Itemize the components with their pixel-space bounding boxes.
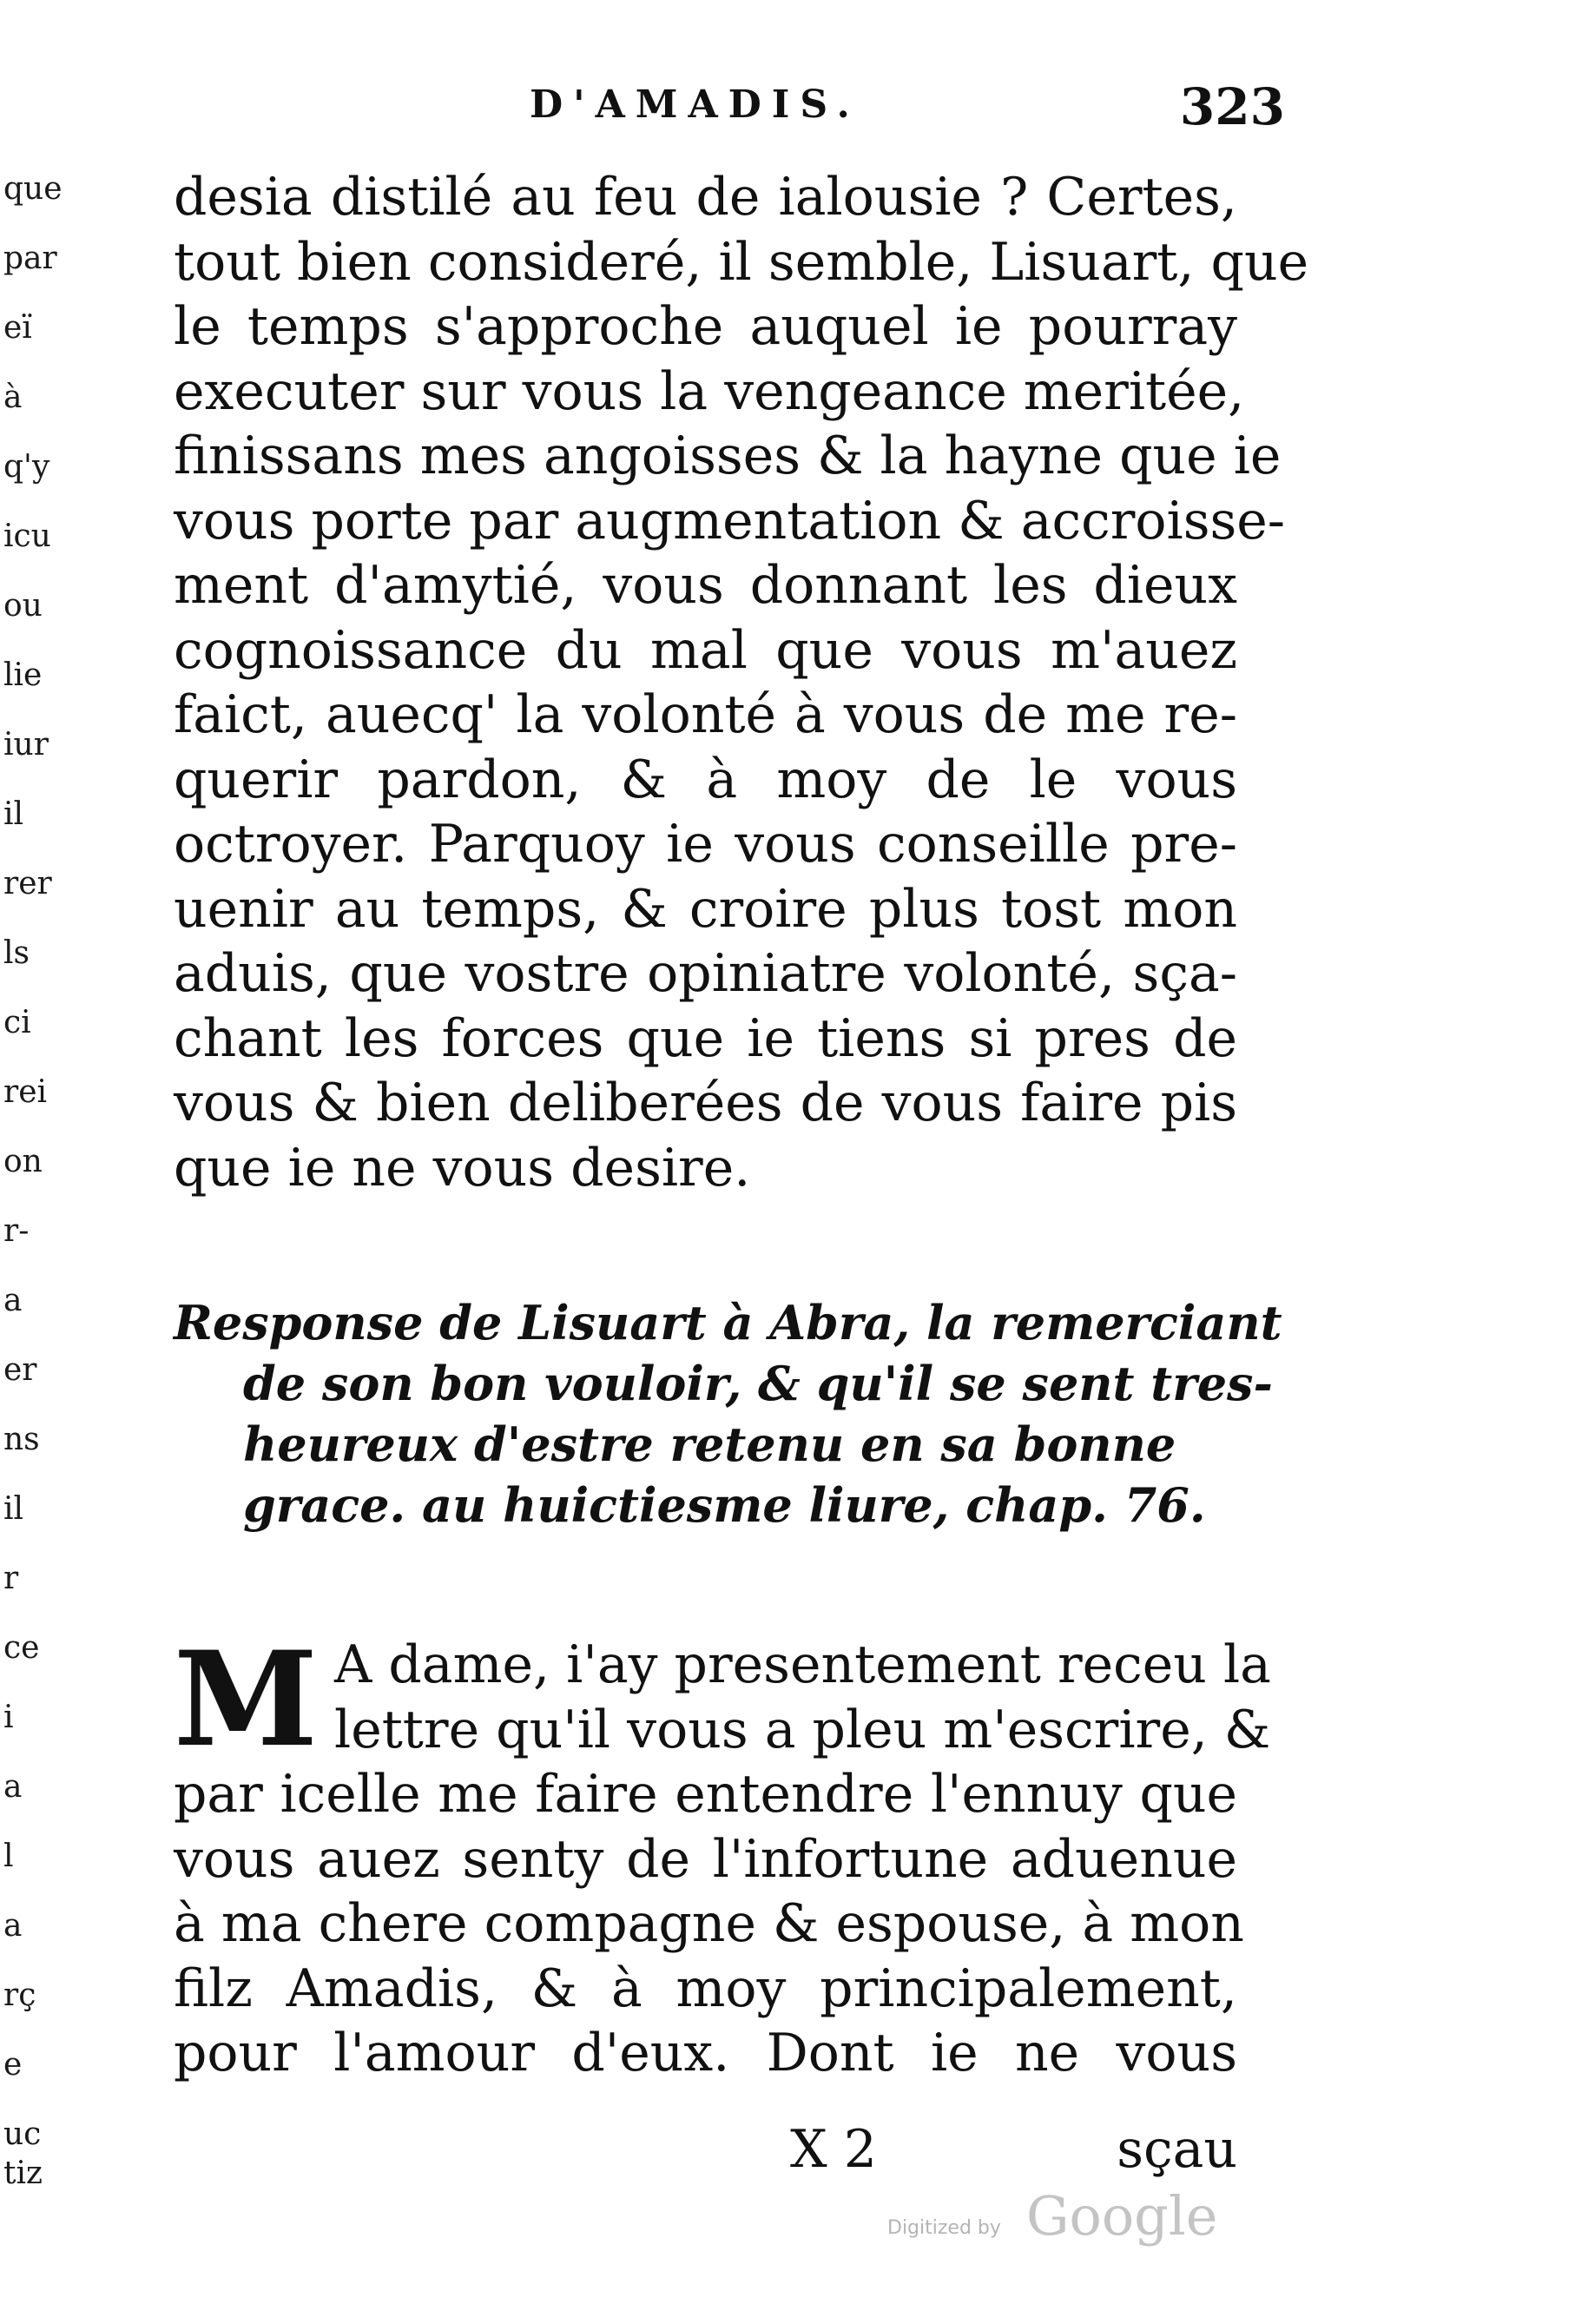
signature-mark: X 2 [790,2119,877,2180]
watermark-prefix: Digitized by [887,2217,1001,2239]
letter-line: pour l'amour d'eux. Dont ie ne vous [174,2023,1237,2083]
gutter-fragment: i [3,1700,14,1735]
gutter-fragment: l [3,1839,14,1874]
gutter-fragment: rer [3,866,52,901]
text-line: faict, auecq' la volonté à vous de me re- [174,684,1237,745]
gutter-fragment: eï [3,310,32,346]
gutter-fragment: lie [3,657,43,693]
gutter-fragment: q'y [3,449,50,485]
heading-line: Response de Lisuart à Abra, la remerciant [174,1295,1282,1350]
letter-line: lettre qu'il vous a pleu m'escrire, & [334,1699,1271,1760]
heading-line: de son bon vouloir, & qu'il se sent tres- [243,1356,1273,1411]
letter-line: à ma chere compagne & espouse, à mon [174,1893,1244,1954]
text-line: vous porte par augmentation & accroisse- [174,490,1286,551]
gutter-fragment: ls [3,935,30,971]
gutter-fragment: rç [3,1977,36,2013]
gutter-fragment: il [3,1491,24,1527]
gutter-fragment: a [3,1908,23,1944]
text-line: finissans mes angoisses & la hayne que ie [174,426,1282,486]
gutter-fragment: icu [3,518,51,554]
text-line: tout bien consideré, il semble, Lisuart, que [174,231,1309,293]
gutter-fragment: on [3,1144,43,1179]
gutter-fragment: a [3,1283,23,1318]
text-line: querir pardon, & à moy de le vous [174,749,1237,810]
gutter-fragment: rei [3,1074,48,1110]
text-line: executer sur vous la vengeance meritée, [174,360,1245,422]
google-logo: Google [1026,2184,1218,2248]
gutter-fragment: ci [3,1005,31,1040]
gutter-fragment: ns [3,1422,40,1457]
heading-line: grace. au huictiesme liure, chap. 76. [243,1477,1206,1533]
gutter-fragment: er [3,1352,37,1388]
text-line: aduis, que vostre opiniatre volonté, sça- [174,943,1237,1004]
text-line: ment d'amytié, vous donnant les dieux [174,555,1237,616]
running-header [382,77,1285,152]
letter-text [174,1623,1271,2086]
chapter-heading [174,1292,1282,1535]
catchword-line [174,2117,1237,2182]
gutter-fragment: à [3,380,23,415]
heading-line: heureux d'estre retenu en sa bonne [243,1416,1176,1472]
letter-line: par icelle me faire entendre l'ennuy que [174,1764,1237,1825]
drop-cap-initial: M [174,1623,319,1776]
digitization-watermark [887,2184,1252,2262]
running-title: D'AMADIS. [530,83,860,127]
text-line: desia distilé au feu de ialousie ? Certes, [174,167,1237,228]
gutter-fragment: il [3,796,24,832]
gutter-fragment: ce [3,1630,40,1666]
letter-line: vous auez senty de l'infortune aduenue [174,1828,1237,1890]
body-text [174,165,1309,1200]
letter-line: filz Amadis, & à moy principalement, [174,1958,1237,2019]
text-line: uenir au temps, & croire plus tost mon [174,878,1237,940]
gutter-fragment: par [3,241,57,276]
text-line: chant les forces que ie tiens si pres de [174,1007,1237,1069]
gutter-fragment: iur [3,727,49,763]
gutter-fragment: a [3,1769,23,1805]
text-line: le temps s'approche auquel ie pourray [174,296,1237,357]
facing-page-bleed-through [0,171,63,2191]
text-line: cognoissance du mal que vous m'auez [174,619,1237,681]
gutter-fragment: ou [3,588,43,624]
gutter-fragment: uc [3,2116,42,2152]
gutter-fragment: que [3,171,63,207]
text-line: vous & bien deliberées de vous faire pis [174,1073,1237,1133]
text-line: que ie ne vous desire. [174,1137,751,1198]
gutter-fragment: r- [3,1213,30,1249]
gutter-fragment: e [3,2047,23,2083]
gutter-fragment: tiz [3,2156,43,2191]
page-number: 323 [1179,77,1285,136]
gutter-fragment: r [3,1561,19,1596]
letter-line: A dame, i'ay presentement receu la [334,1634,1271,1695]
text-line: octroyer. Parquoy ie vous conseille pre- [174,814,1237,875]
catchword: sçau [1117,2119,1237,2180]
